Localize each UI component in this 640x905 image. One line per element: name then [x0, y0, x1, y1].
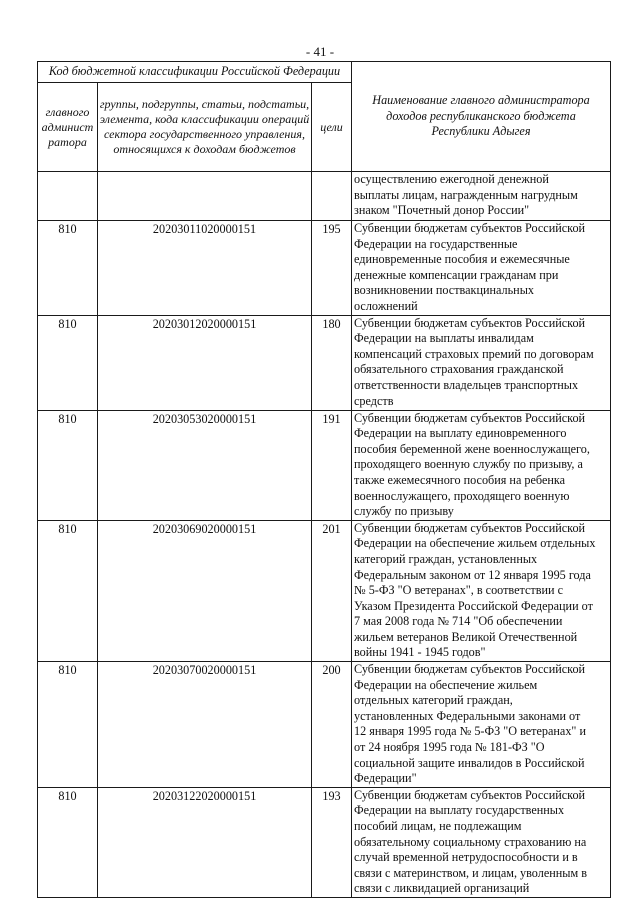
target-code-cell [312, 172, 352, 221]
revenue-name-line: пособия беременной жене военнослужащего, [354, 441, 590, 456]
revenue-name-line: службу по призыву [354, 504, 454, 519]
revenue-name-line: военнослужащего, проходящего военную [354, 488, 570, 503]
admin-code-cell: 810 [38, 662, 98, 788]
revenue-name-line: осложнений [354, 298, 418, 313]
revenue-name-line: пособий лицам, не подлежащим [354, 819, 522, 833]
revenue-name-line: связи с материнством, и лицам, уволенным в [354, 865, 587, 880]
revenue-name-cell [352, 172, 611, 221]
admin-code-cell: 810 [38, 315, 98, 410]
revenue-name-line: социальной защите инвалидов в Российской [354, 755, 585, 770]
revenue-name-line: Федеральным законом от 12 января 1995 года [354, 567, 591, 582]
classification-code-cell: 20203012020000151 [98, 315, 312, 410]
revenue-name-line: осуществлению ежегодной денежной [354, 172, 549, 186]
header-main-administrator: главного админист ратора [38, 83, 98, 172]
revenue-name-cell [352, 662, 611, 788]
revenue-name-line: отдельных категорий граждан, [354, 693, 513, 708]
revenue-name-line: 7 мая 2008 года № 714 "Об обеспечении [354, 614, 563, 629]
revenue-name-line: Субвенции бюджетам субъектов Российской [354, 315, 586, 330]
target-code-cell: 193 [312, 787, 352, 897]
revenue-name-line: компенсаций страховых премий по договорам [354, 346, 594, 361]
table-row [38, 410, 611, 520]
admin-code-cell: 810 [38, 221, 98, 316]
revenue-name-line: Субвенции бюджетам субъектов Российской [354, 410, 586, 425]
revenue-name-line: проходящего военную службу по призыву, а [354, 457, 583, 472]
revenue-name-line: связи с ликвидацией организаций [354, 881, 530, 896]
revenue-name-line: обязательному социальному страхованию на [354, 834, 587, 849]
revenue-name-line: категорий граждан, установленных [354, 551, 538, 566]
revenue-name-line: денежные компенсации гражданам при [354, 267, 559, 282]
revenue-name-line: также ежемесячного пособия на ребенка [354, 472, 566, 487]
revenue-name-line: Федерации" [354, 771, 417, 786]
revenue-name-line: Субвенции бюджетам субъектов Российской [354, 221, 586, 235]
revenue-name-line: от 24 ноября 1995 года № 181-ФЗ "О [354, 740, 545, 755]
target-code-cell: 201 [312, 520, 352, 661]
revenue-name-line: Федерации на выплаты инвалидам [354, 331, 534, 346]
revenue-name-line: Указом Президента Российской Федерации от [354, 598, 593, 613]
admin-code-cell: 810 [38, 520, 98, 661]
revenue-name-line: выплаты лицам, награжденным нагрудным [354, 187, 578, 202]
admin-code-cell: 810 [38, 787, 98, 897]
page-number: - 41 - [305, 44, 335, 59]
revenue-name-line: Федерации на обеспечение жильем [354, 677, 538, 692]
classification-code-cell: 20203053020000151 [98, 410, 312, 520]
target-code-cell: 191 [312, 410, 352, 520]
classification-code-cell: 20203011020000151 [98, 221, 312, 316]
revenue-name-line: случай временной нетрудоспособности и в [354, 850, 578, 865]
classification-code-cell: 20203069020000151 [98, 520, 312, 661]
table-row [38, 221, 611, 316]
revenue-name-line: установленных Федеральными законами от [354, 708, 581, 723]
revenue-name-cell [352, 315, 611, 410]
revenue-name-line: единовременные пособия и ежемесячные [354, 252, 570, 267]
classification-code-cell: 20203070020000151 [98, 662, 312, 788]
classification-code-cell: 20203122020000151 [98, 787, 312, 897]
revenue-name-cell [352, 221, 611, 316]
revenue-name-line: знаком "Почетный донор России" [354, 203, 530, 218]
budget-classification-table [37, 61, 611, 898]
revenue-name-line: возникновении поствакцинальных [354, 283, 534, 298]
header-target: цели [312, 83, 352, 172]
header-classification-code: группы, подгруппы, статьи, подстатьи, элемента, кода классификации операций сектора государственного управления, относящихся к доходам бюджетов [98, 83, 312, 172]
header-budget-code-group: Код бюджетной классификации Российской Федерации [38, 62, 352, 83]
revenue-name-line: Субвенции бюджетам субъектов Российской [354, 787, 586, 802]
target-code-cell: 200 [312, 662, 352, 788]
revenue-name-line: Федерации на выплату государственных [354, 803, 565, 818]
admin-code-cell [38, 172, 98, 221]
revenue-name-line: 12 января 1995 года № 5-ФЗ "О ветеранах" и [354, 724, 586, 739]
revenue-name-line: обязательного страхования гражданской [354, 362, 564, 377]
revenue-name-cell [352, 410, 611, 520]
table-body [38, 172, 611, 898]
target-code-cell: 195 [312, 221, 352, 316]
revenue-name-cell [352, 787, 611, 897]
revenue-name-line: Федерации на обеспечение жильем отдельных [354, 536, 596, 551]
admin-code-cell: 810 [38, 410, 98, 520]
revenue-name-line: Субвенции бюджетам субъектов Российской [354, 520, 586, 535]
table-row [38, 787, 611, 897]
revenue-name-line: Субвенции бюджетам субъектов Российской [354, 662, 586, 677]
revenue-name-cell [352, 520, 611, 661]
revenue-name-line: Федерации на выплату единовременного [354, 426, 567, 441]
revenue-name-line: войны 1941 - 1945 годов" [354, 645, 486, 660]
revenue-name-line: жильем ветеранов Великой Отечественной [354, 629, 578, 644]
revenue-name-line: № 5-ФЗ "О ветеранах", в соответствии с [354, 583, 563, 598]
table-row [38, 315, 611, 410]
classification-code-cell [98, 172, 312, 221]
table-row [38, 662, 611, 788]
revenue-name-line: Федерации на государственные [354, 236, 518, 251]
table-row [38, 172, 611, 221]
table-header-row-1 [38, 62, 611, 83]
revenue-name-line: средств [354, 393, 394, 408]
revenue-name-line: ответственности владельцев транспортных [354, 377, 579, 392]
header-administrator-name: Наименование главного администратора доходов республиканского бюджета Республики Адыгея [352, 62, 611, 172]
target-code-cell: 180 [312, 315, 352, 410]
table-row [38, 520, 611, 661]
